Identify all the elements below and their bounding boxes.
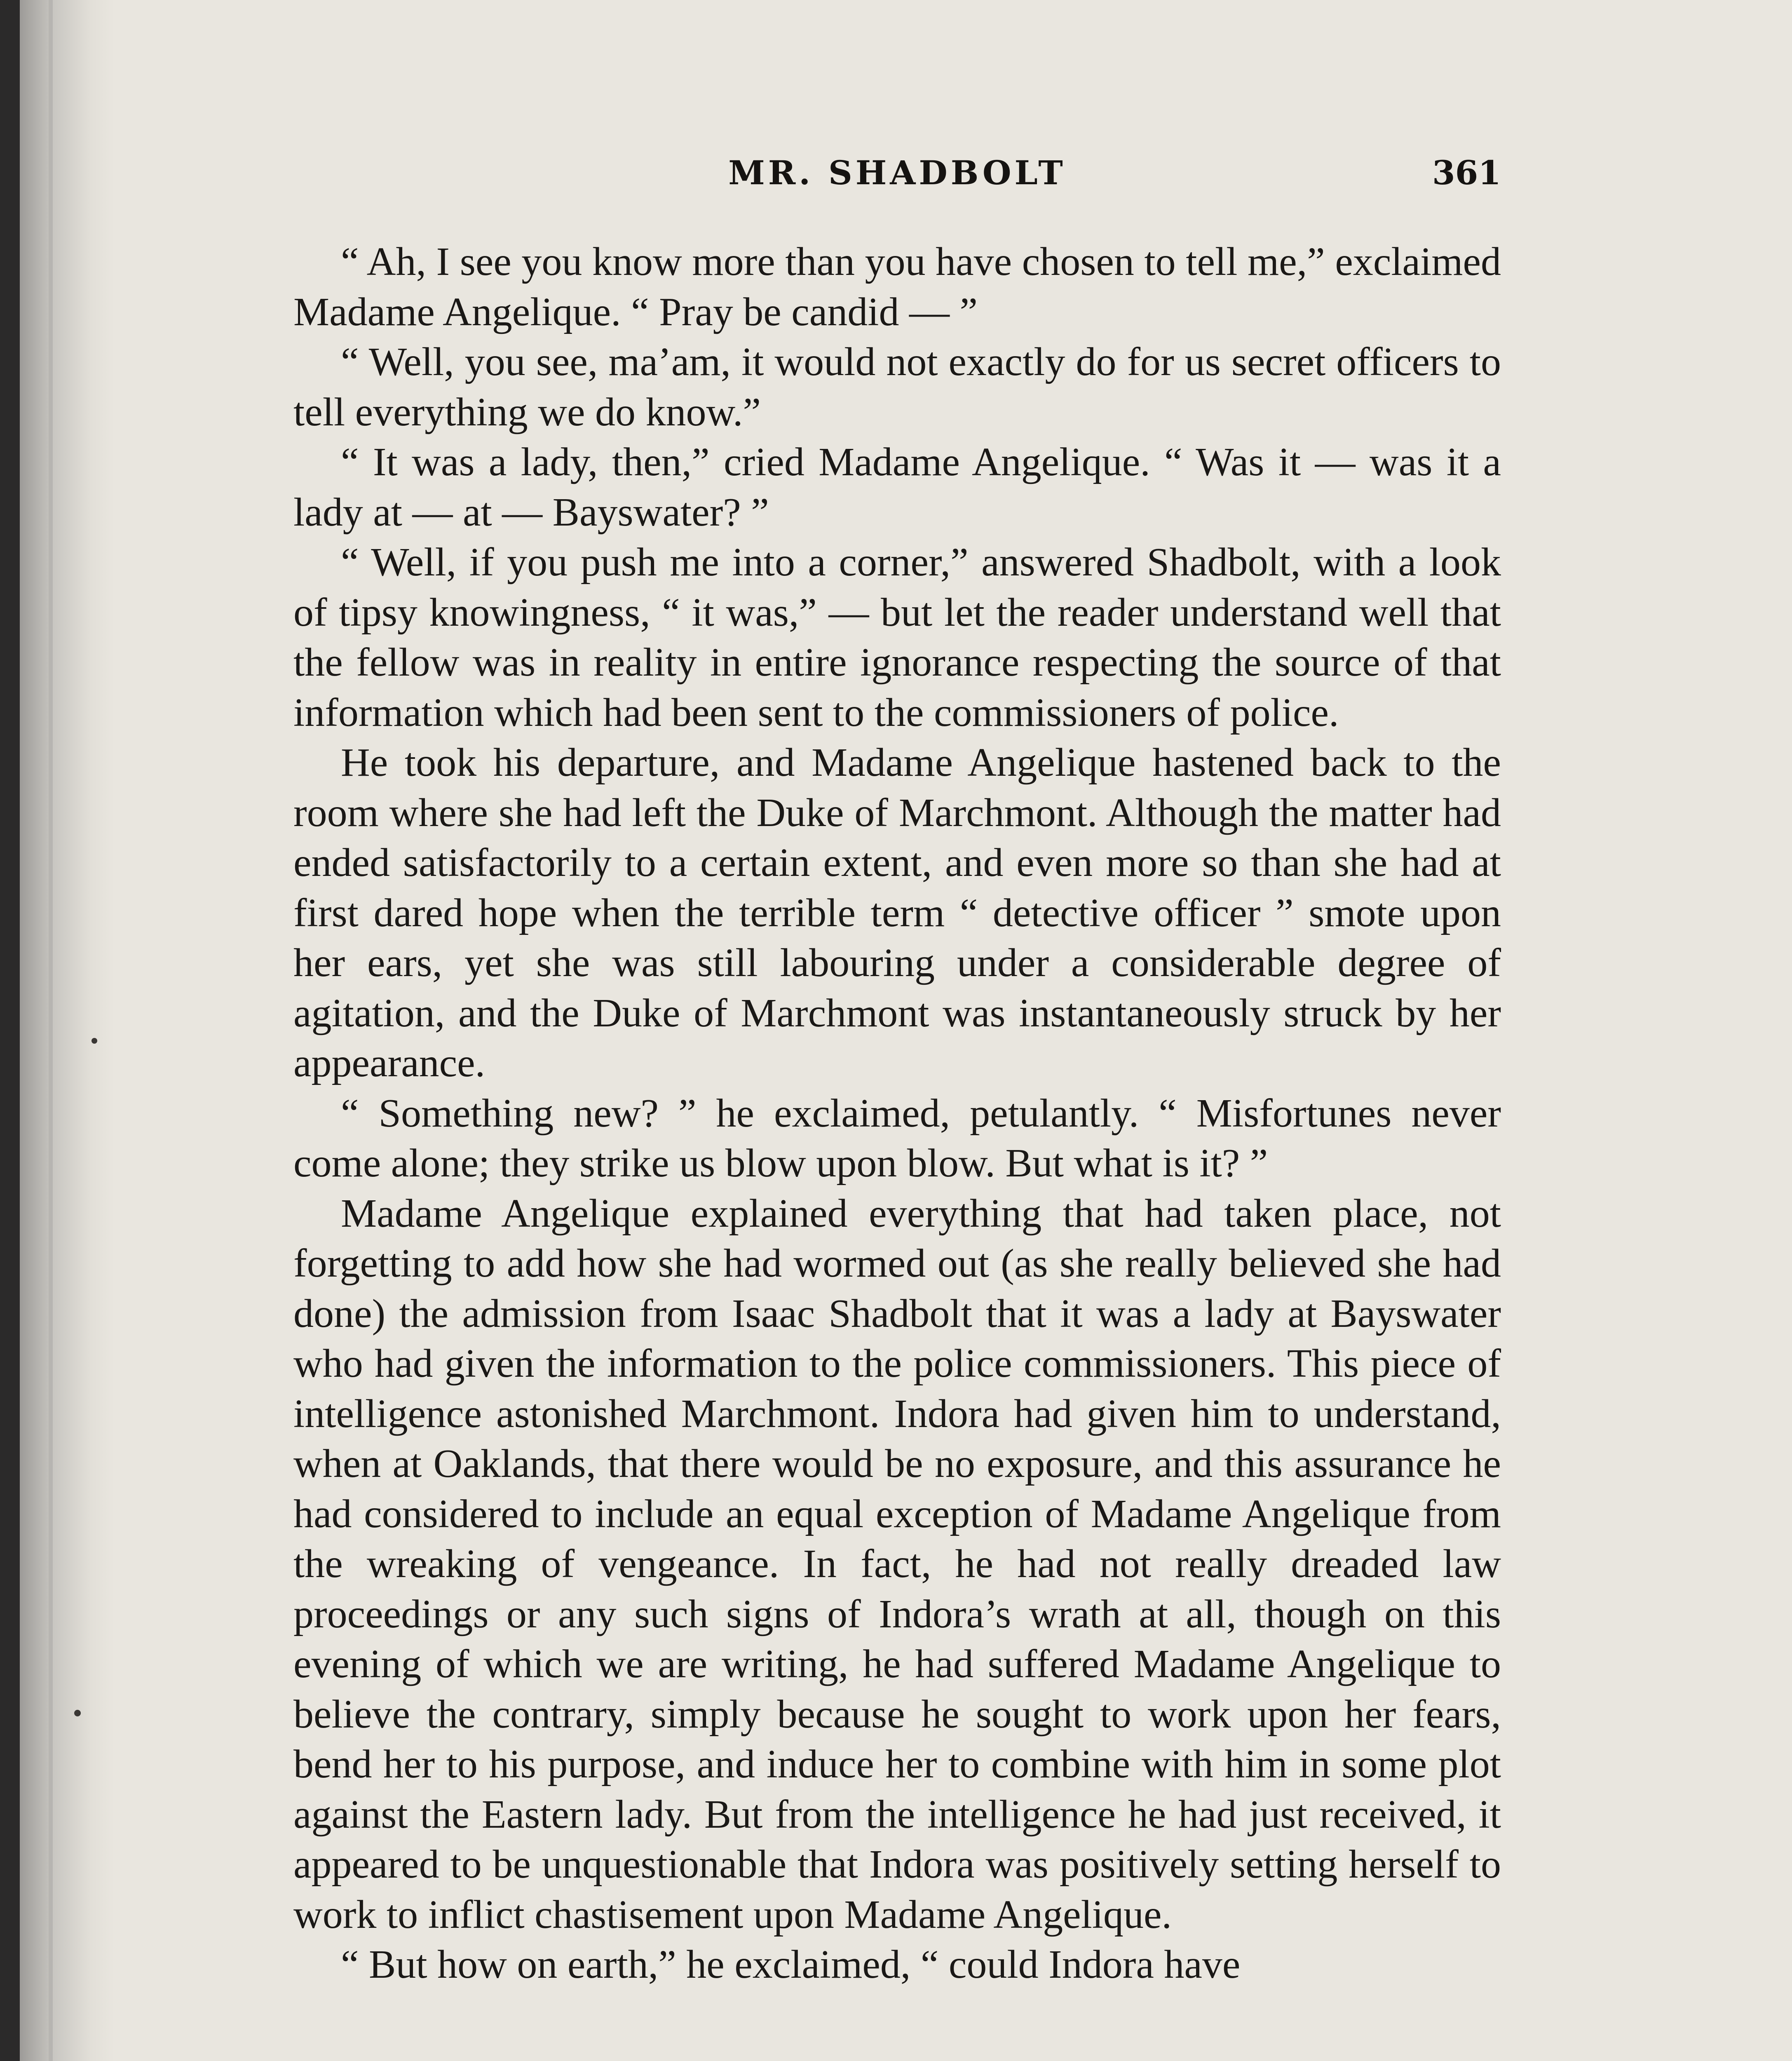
page-number: 361	[1432, 153, 1501, 192]
paragraph: “ Well, if you push me into a corner,” answered Shadbolt, with a look of tipsy knowingness, “ it was,” — but let the reader understand well that the fellow was in reality in entire ignorance respecting the source of that information which had been sent to the commissioners of police.	[293, 540, 1501, 735]
page-edge	[49, 0, 53, 2061]
paragraph: “ Well, you see, ma’am, it would not exactly do for us secret officers to tell everything we do know.”	[293, 340, 1501, 434]
paper-speck	[74, 1710, 81, 1716]
page-header	[293, 153, 1501, 215]
paragraph: “ But how on earth,” he exclaimed, “ could Indora have	[341, 1942, 1241, 1987]
paragraph: “ It was a lady, then,” cried Madame Angelique. “ Was it — was it a lady at — at — Bayswater? ”	[293, 440, 1501, 535]
running-head: MR. SHADBOLT	[728, 153, 1066, 192]
book-spine-shadow	[0, 0, 20, 2061]
text-body	[293, 237, 1501, 1990]
paragraph: He took his departure, and Madame Angelique hastened back to the room where she had left the Duke of Marchmont. Although the matter had ended satisfactorily to a certain extent, and even more so than she had at first dared hope when the terrible term “ detective officer ” smote upon her ears, yet she was still labouring under a considerable degree of agitation, and the Duke of Marchmont was instantaneously struck by her appearance.	[293, 740, 1501, 1085]
paragraph: “ Ah, I see you know more than you have chosen to tell me,” exclaimed Madame Angelique. “ Pray be candid — ”	[293, 239, 1501, 334]
paragraph: Madame Angelique explained everything that had taken place, not forgetting to add how she had wormed out (as she really believed she had done) the admission from Isaac Shadbolt that it was a lady at Bayswater who had given the information to the police commissioners. This piece of intelligence astonished Marchmont. Indora had given him to understand, when at Oaklands, that there would be no exposure, and this assurance he had considered to include an equal exception of Madame Angelique from the wreaking of vengeance. In fact, he had not really dreaded law proceedings or any such signs of Indora’s wrath at all, though on this evening of which we are writing, he had suffered Madame Angelique to believe the contrary, simply because he sought to work upon her fears, bend her to his purpose, and induce her to combine with him in some plot against the Eastern lady. But from the intelligence he had just received, it appeared to be unquestionable that Indora was positively setting herself to work to inflict chastisement upon Madame Angelique.	[293, 1191, 1501, 1937]
gutter-shadow	[20, 0, 115, 2061]
paragraph: “ Something new? ” he exclaimed, petulantly. “ Misfortunes never come alone; they strike us blow upon blow. But what is it? ”	[293, 1091, 1501, 1185]
paper-speck	[91, 1038, 97, 1044]
